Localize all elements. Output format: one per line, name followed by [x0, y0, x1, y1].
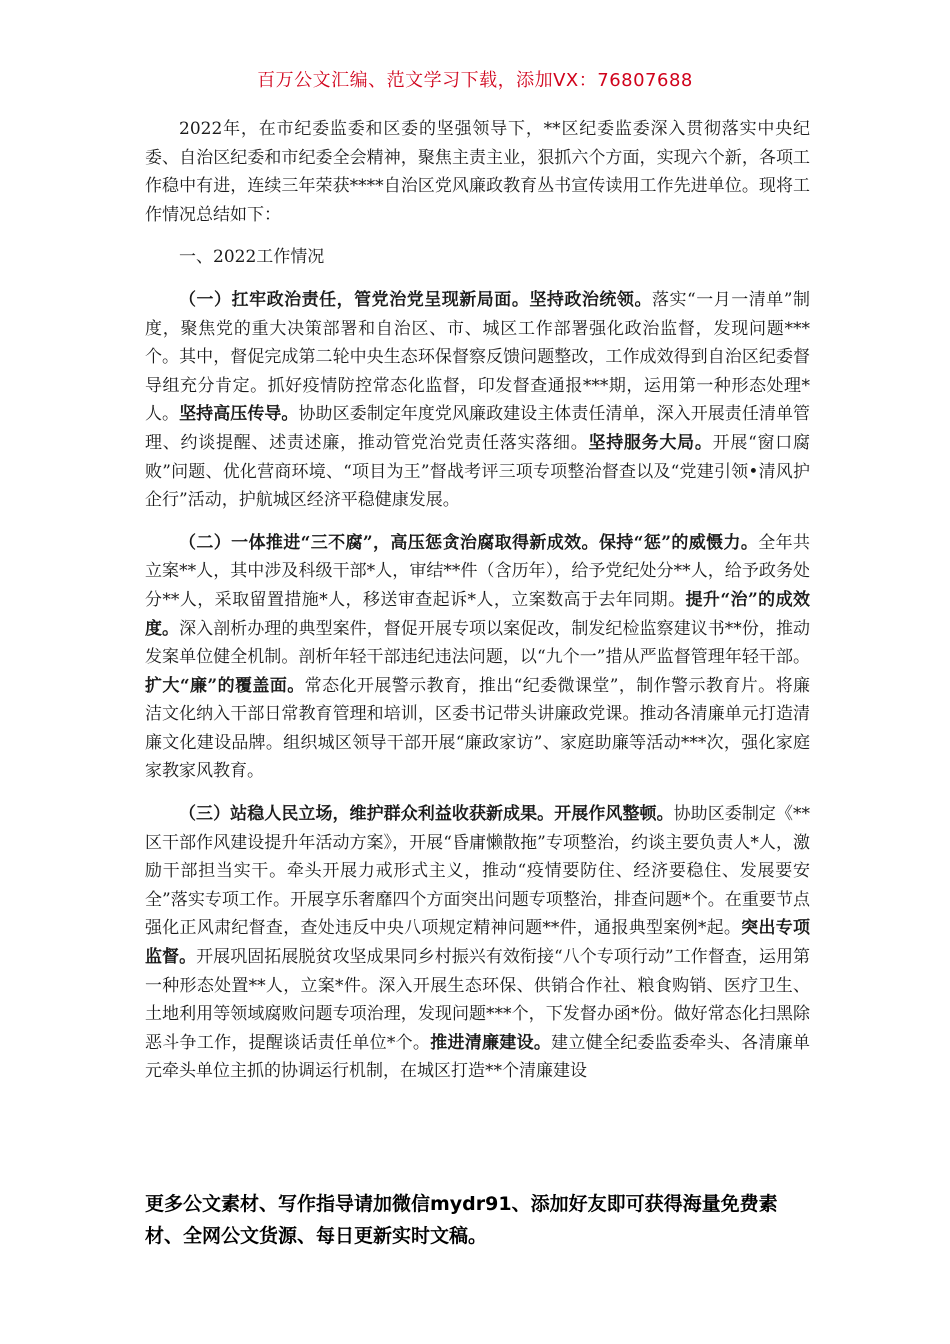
paragraph-2-text-3: 常态化开展警示教育，推出“纪委微课堂”，制作警示教育片。将廉洁文化纳入干部日常教育管理和培训，区委书记带头讲廉政党课。推动各清廉单元打造清廉文化建设品牌。组织城区领导干部开展“廉政家访”、家庭助廉等活动***次，强化家庭家教家风教育。	[145, 675, 810, 782]
paragraph-2-subhead-3: 扩大“廉”的覆盖面。	[145, 675, 305, 696]
paragraph-1-text-1: 落实“一月一清单”制度，聚焦党的重大决策部署和自治区、市、城区工作部署强化政治监督，发现问题***个。其中，督促完成第二轮中央生态环保督察反馈问题整改，工作成效得到自治区纪委督导组充分肯定。抓好疫情防控常态化监督，印发督查通报***期，运用第一种形态处理*人。	[145, 289, 811, 425]
paragraph-3	[145, 800, 810, 1086]
footer-promo: 更多公文素材、写作指导请加微信mydr91、添加好友即可获得海量免费素材、全网公文货源、每日更新实时文稿。	[145, 1193, 778, 1247]
paragraph-3-lead: （三）站稳人民立场，维护群众利益收获新成果。	[179, 804, 555, 825]
paragraph-3-text-1: 协助区委制定《**区干部作风建设提升年活动方案》，开展“昏庸懒散拖”专项整治，约谈主要负责人*人，激励干部担当实干。牵头开展力戒形式主义，推动“疫情要防住、经济要稳住、发展要安全”落实专项工作。开展享乐奢靡四个方面突出问题专项整治，排查问题*个。在重要节点强化正风肃纪督查，查处违反中央八项规定精神问题**件，通报典型案例*起。	[145, 804, 811, 939]
paragraph-1-subhead-2: 坚持高压传导。	[179, 404, 299, 425]
section-heading: 一、2022工作情况	[179, 247, 325, 268]
paragraph-3-subhead-2: 突出专项监督。	[145, 918, 811, 968]
paragraph-2-subhead-1: 保持“惩”的威慑力。	[598, 532, 759, 553]
intro-paragraph: 2022年，在市纪委监委和区委的坚强领导下，**区纪委监委深入贯彻落实中央纪委、自治区纪委和市纪委全会精神，聚焦主责主业，狠抓六个方面，实现六个新，各项工作稳中有进，连续三年荣获****自治区党风廉政教育丛书宣传读用工作先进单位。现将工作情况总结如下：	[145, 119, 810, 225]
paragraph-1-text-3: 开展“窗口腐败”问题、优化营商环境、“项目为王”督战考评三项专项整治督查以及“党建引领•清风护企行”活动，护航城区经济平稳健康发展。	[145, 432, 811, 511]
document-body	[145, 115, 810, 1086]
paragraph-1-lead: （一）扛牢政治责任，管党治党呈现新局面。	[179, 289, 530, 310]
paragraph-1	[145, 286, 810, 515]
paragraph-1-subhead-1: 坚持政治统领。	[529, 289, 652, 310]
paragraph-3-text-3: 建立健全纪委监委牵头、各清廉单元牵头单位主抓的协调运行机制，在城区打造**个清廉建设	[145, 1032, 811, 1082]
paragraph-1-subhead-3: 坚持服务大局。	[588, 432, 713, 453]
header-banner: 百万公文汇编、范文学习下载，添加VX：76807688	[257, 70, 693, 91]
paragraph-2	[145, 529, 810, 786]
paragraph-2-text-2: 深入剖析办理的典型案件，督促开展专项以案促改，制发纪检监察建议书**份，推动发案单位健全机制。剖析年轻干部违纪违法问题，以“九个一”措从严监督管理年轻干部。	[145, 618, 811, 668]
paragraph-3-subhead-3: 推进清廉建设。	[430, 1032, 552, 1053]
paragraph-2-subhead-2: 提升“治”的成效度。	[145, 589, 811, 639]
paragraph-3-subhead-1: 开展作风整顿。	[554, 804, 674, 825]
paragraph-2-lead: （二）一体推进“三不腐”，高压惩贪治腐取得新成效。	[179, 532, 599, 553]
paragraph-1-text-2: 协助区委制定年度党风廉政建设主体责任清单，深入开展责任清单管理、约谈提醒、述责述廉，推动管党治党责任落实落细。	[145, 404, 811, 453]
paragraph-3-text-2: 开展巩固拓展脱贫攻坚成果同乡村振兴有效衔接“八个专项行动”工作督查，运用第一种形态处置**人，立案*件。深入开展生态环保、供销合作社、粮食购销、医疗卫生、土地利用等领域腐败问题专项治理，发现问题***个，下发督办函*份。做好常态化扫黑除恶斗争工作，提醒谈话责任单位*个。	[145, 947, 810, 1053]
paragraph-2-text-1: 全年共立案**人，其中涉及科级干部*人，审结**件（含历年），给予党纪处分**人，给予政务处分**人，采取留置措施*人，移送审查起诉*人，立案数高于去年同期。	[145, 532, 810, 610]
